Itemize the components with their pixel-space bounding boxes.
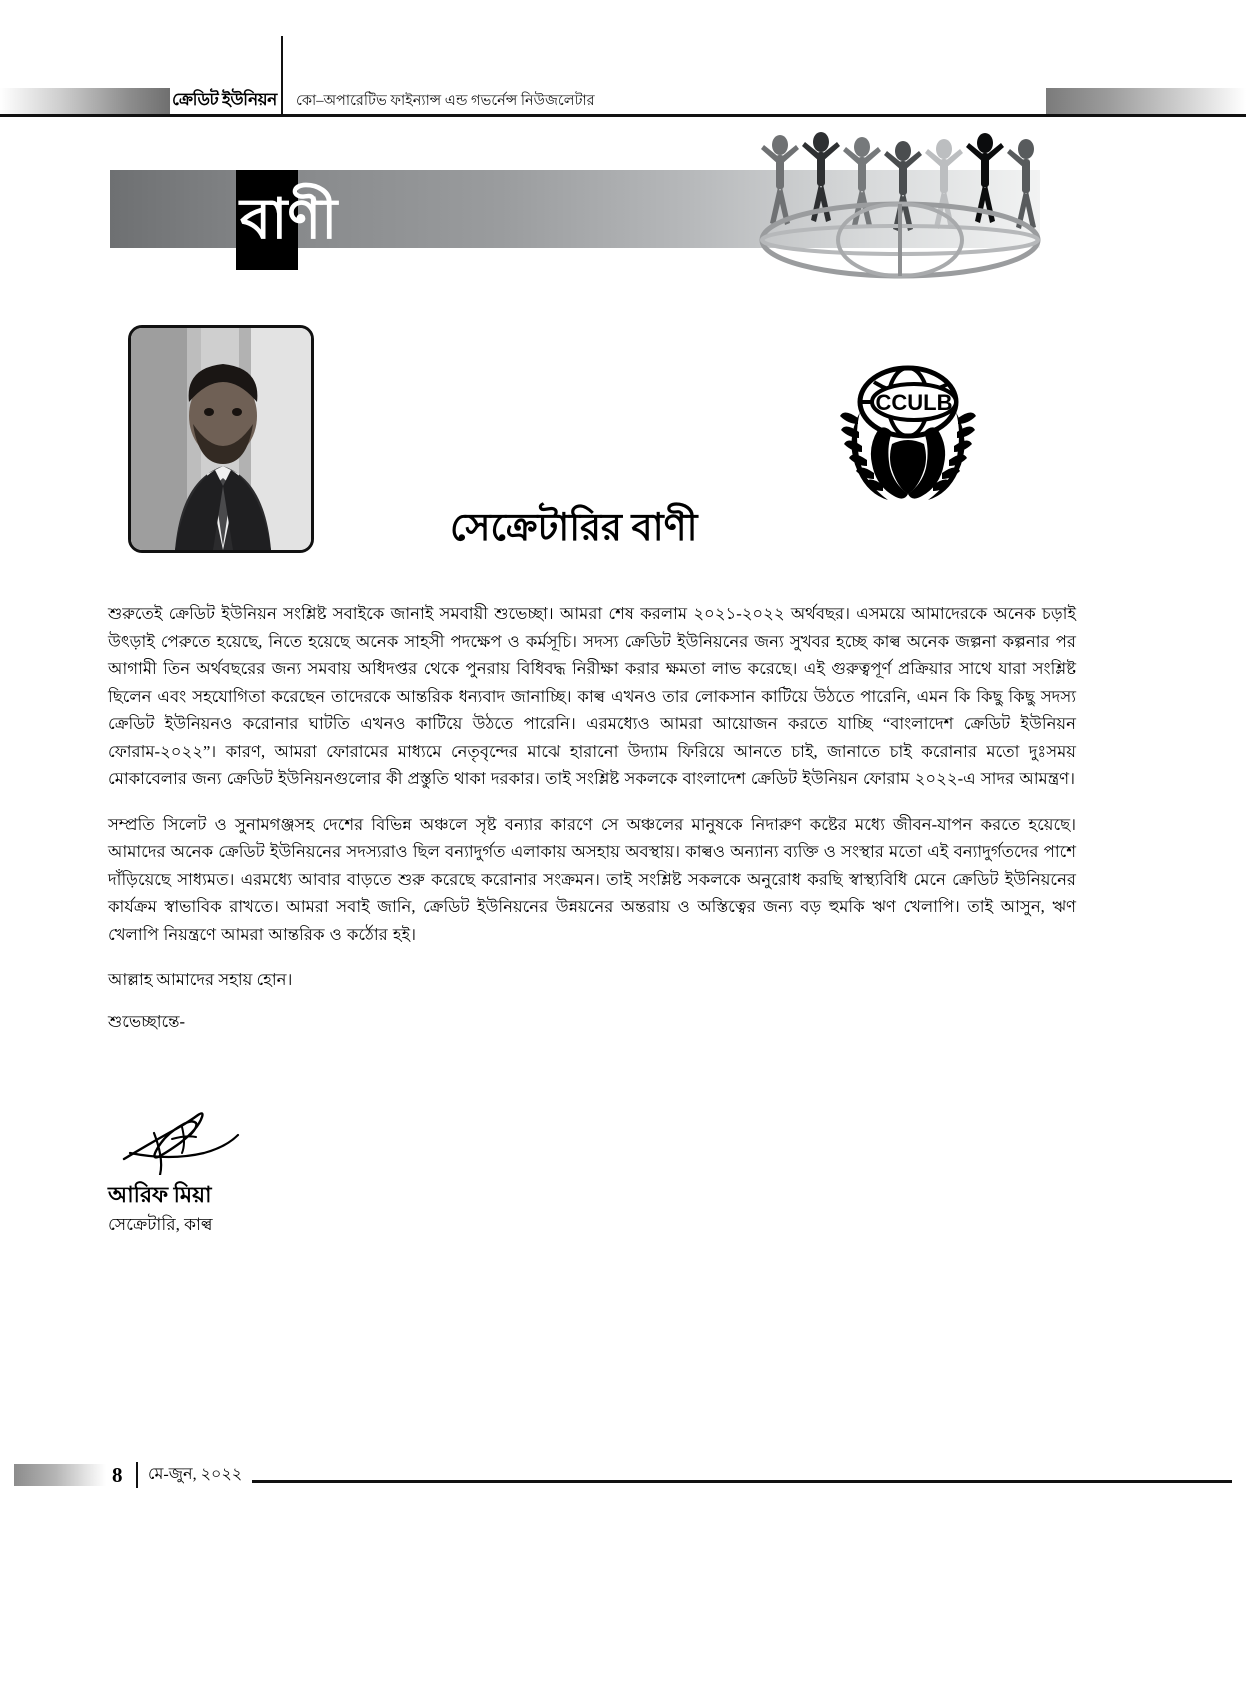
paragraph: সম্প্রতি সিলেট ও সুনামগঞ্জসহ দেশের বিভিন্ন অঞ্চলে সৃষ্ট বন্যার কারণে সে অঞ্চলের মানুষকে নিদারুণ কষ্টের মধ্যে জীবন-যাপন করতে হয়েছে। আমাদের অনেক ক্রেডিট ইউনিয়নের সদস্যরাও ছিল বন্যাদুর্গত এলাকায় অসহায় অবস্থায়। কাল্বও অন্যান্য ব্যক্তি ও সংস্থার মতো এই বন্যাদুর্গতদের পাশে দাঁড়িয়েছে সাধ্যমত। এরমধ্যে আবার বাড়তে শুরু করেছে করোনার সংক্রমন। তাই সংশ্লিষ্ট সকলকে অনুরোধ করছি স্বাস্থ্যবিধি মেনে ক্রেডিট ইউনিয়নের কার্যক্রম স্বাভাবিক রাখতে। আমরা সবাই জানি, ক্রেডিট ইউনিয়নের উন্নয়নের অন্তরায় ও অস্তিত্বের জন্য বড় হুমকি ঋণ খেলাপি। তাই আসুন, ঋণ খেলাপি নিয়ন্ত্রণে আমরা আন্তরিক ও কর্ঠোর হই।: [108, 814, 1076, 944]
cculb-logo-icon: [818, 358, 998, 508]
masthead-rule: [0, 114, 1246, 117]
masthead-left-gradient: [0, 88, 170, 114]
footer-divider: [136, 1462, 138, 1488]
salutation: শুভেচ্ছান্তে-: [108, 1011, 186, 1031]
signature-designation: সেক্রেটারি, কাল্ব: [108, 1215, 213, 1234]
issue-date: মে-জুন, ২০২২: [148, 1466, 243, 1483]
masthead-subtitle: কো–অপারেটিভ ফাইন্যান্স এন্ড গভর্নেন্স নিউজলেটার: [296, 93, 595, 109]
article-body: [108, 600, 1076, 1049]
page-footer: [0, 1458, 1246, 1498]
page-number: 8: [112, 1463, 123, 1487]
closing-line: আল্লাহ আমাদের সহায় হোন।: [108, 970, 293, 989]
signature-name: আরিফ মিয়া: [108, 1182, 212, 1207]
masthead-divider: [281, 36, 283, 116]
page-title: সেক্রেটারির বাণী: [450, 507, 698, 549]
signature-image: [120, 1105, 250, 1175]
masthead: [0, 88, 1246, 118]
paragraph: শুরুতেই ক্রেডিট ইউনিয়ন সংশ্লিষ্ট সবাইকে জানাই সমবায়ী শুভেচ্ছা। আমরা শেষ করলাম ২০২১-২০২২ অর্থবছর। এসময়ে আমাদেরকে অনেক চড়াই উৎড়াই পেরুতে হয়েছে, নিতে হয়েছে অনেক সাহসী পদক্ষেপ ও কর্মসূচি। সদস্য ক্রেডিট ইউনিয়নের জন্য সুখবর হচ্ছে কাল্ব অনেক জল্পনা কল্পনার পর আগামী তিন অর্থবছরের জন্য সমবায় অধিদপ্তর থেকে পুনরায় বিধিবদ্ধ নিরীক্ষা করার ক্ষমতা লাভ করেছে। এই গুরুত্বপূর্ণ প্রক্রিয়ার সাথে যারা সংশ্লিষ্ট ছিলেন এবং সহযোগিতা করেছেন তাদেরকে আন্তরিক ধন্যবাদ জানাচ্ছি। কাল্ব এখনও তার লোকসান কাটিয়ে উঠতে পারেনি, এমন কি কিছু কিছু সদস্য ক্রেডিট ইউনিয়নও করোনার ঘাটতি এখনও কাটিয়ে উঠতে পারেনি। এরমধ্যেও আমরা আয়োজন করতে যাচ্ছি “বাংলাদেশ ক্রেডিট ইউনিয়ন ফোরাম-২০২২”। কারণ, আমরা ফোরামের মাধ্যমে নেতৃবৃন্দের মাঝে হারানো উদ্যাম ফিরিয়ে আনতে চাই, জানাতে চাই করোনার মতো দুঃসময় মোকাবেলার জন্য ক্রেডিট ইউনিয়নগুলোর কী প্রস্তুতি থাকা দরকার। তাই সংশ্লিষ্ট সকলকে বাংলাদেশ ক্রেডিট ইউনিয়ন ফোরাম ২০২২-এ সাদর আমন্ত্রণ।: [108, 604, 1076, 788]
banner-title: বাণী: [240, 189, 338, 251]
footer-gradient: [14, 1464, 106, 1486]
svg-text:CCULB: CCULB: [875, 390, 953, 415]
globe-graphic-icon: [755, 195, 1045, 280]
footer-rule: [252, 1480, 1232, 1483]
avatar: [128, 325, 314, 553]
masthead-logo-text: ক্রেডিট ইউনিয়ন: [172, 90, 277, 109]
masthead-right-gradient: [1046, 88, 1246, 114]
